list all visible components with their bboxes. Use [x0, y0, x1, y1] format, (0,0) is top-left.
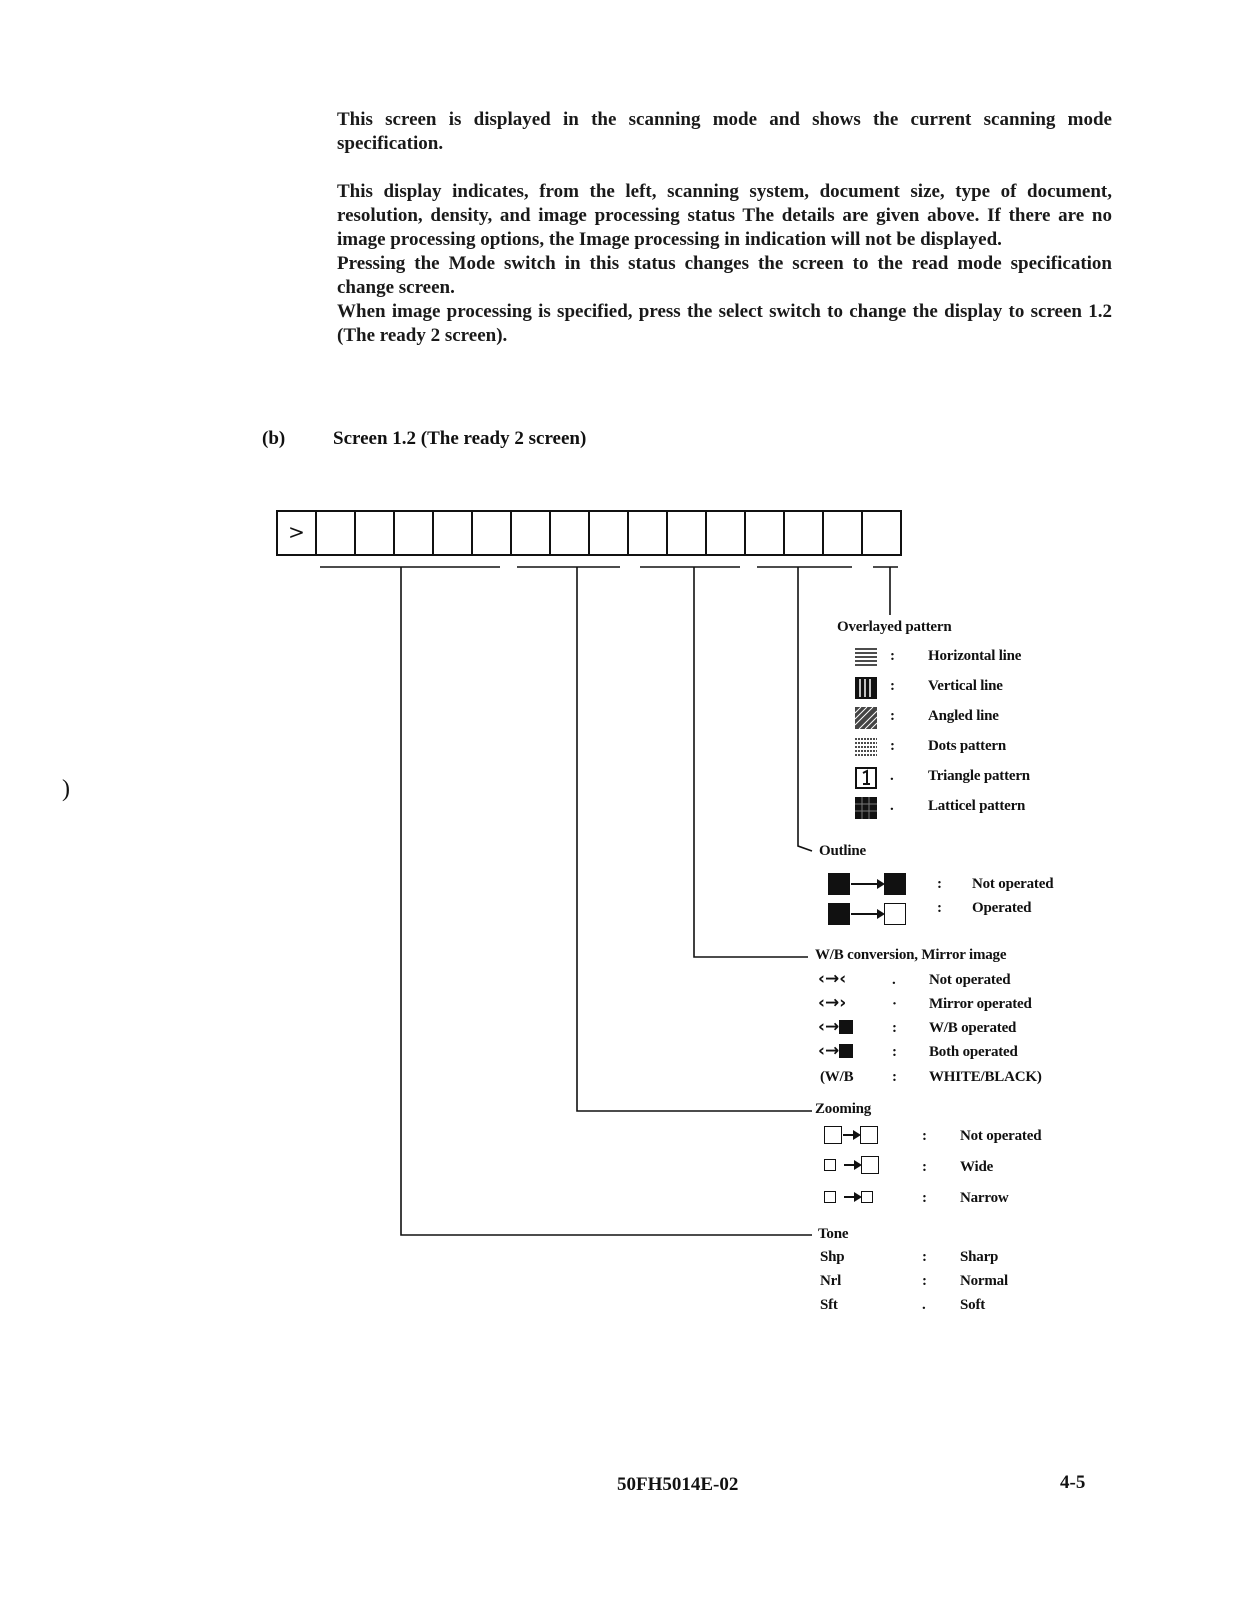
page-number: 4-5 [1060, 1472, 1086, 1493]
horizontal-line-pattern-icon [855, 647, 877, 669]
overlayed-label-0: Horizontal line [928, 648, 1022, 664]
arrow-right-icon [851, 913, 883, 915]
outline-label-1: Operated [972, 900, 1032, 916]
mode-switch-text: Pressing the Mode switch in this status changes the screen to the read mode specification change screen. [337, 253, 1112, 298]
arrow-right-icon [844, 1196, 860, 1198]
zooming-label-0: Not operated [960, 1128, 1042, 1144]
filled-square-icon [839, 1044, 853, 1058]
tone-label-1: Normal [960, 1273, 1008, 1289]
wb-title: W/B conversion, Mirror image [815, 947, 1007, 963]
tone-sep-2: . [922, 1297, 926, 1313]
outline-sep-0: : [937, 876, 942, 892]
filled-square-icon [828, 903, 850, 925]
wb-note-key: (W/B [820, 1069, 854, 1085]
tone-code-0: Shp [820, 1249, 845, 1265]
square-icon [860, 1126, 878, 1144]
latticed-pattern-icon [855, 797, 877, 819]
overlayed-sep-3: : [890, 738, 895, 754]
section-title: Screen 1.2 (The ready 2 screen) [333, 428, 587, 449]
arrow-right-icon [843, 1134, 859, 1136]
square-icon [824, 1126, 842, 1144]
overlayed-label-2: Angled line [928, 708, 999, 724]
arrow-right-icon [851, 883, 883, 885]
overlayed-label-1: Vertical line [928, 678, 1003, 694]
overlayed-sep-5: . [890, 798, 894, 814]
empty-square-icon [884, 903, 906, 925]
lcd-cell: > [278, 512, 317, 554]
wb-symbol-3: ‹→ [818, 1041, 853, 1061]
zoom-symbol-0 [824, 1125, 878, 1145]
details-text: This display indicates, from the left, scanning system, document size, type of document, resolution, density, and image processing status The details are given above. If there are no image processing options, the Image processing in indication will not be displayed. [337, 181, 1112, 250]
wb-sep-1: · [892, 996, 898, 1012]
wb-label-3: Both operated [929, 1044, 1018, 1060]
tone-code-2: Sft [820, 1297, 838, 1313]
tone-leader [401, 567, 812, 1235]
triangle-pattern-icon [855, 767, 877, 789]
arrow-right-icon [844, 1164, 860, 1166]
tone-sep-1: : [922, 1273, 927, 1289]
zoom-symbol-2 [824, 1187, 873, 1207]
zooming-label-2: Narrow [960, 1190, 1009, 1206]
document-code: 50FH5014E-02 [617, 1474, 739, 1495]
overlayed-sep-2: : [890, 708, 895, 724]
angled-line-pattern-icon [855, 707, 877, 729]
vertical-line-pattern-icon [855, 677, 877, 699]
select-switch-text: When image processing is specified, press the select switch to change the display to screen 1.2 (The ready 2 screen). [337, 301, 1112, 346]
tone-code-1: Nrl [820, 1273, 842, 1289]
overlayed-sep-4: . [890, 768, 894, 784]
wb-leader [694, 567, 808, 957]
filled-square-icon [839, 1020, 853, 1034]
overlayed-label-3: Dots pattern [928, 738, 1007, 754]
tone-title: Tone [818, 1226, 849, 1242]
small-square-icon [824, 1191, 836, 1203]
filled-square-icon [828, 873, 850, 895]
outline-sep-1: : [937, 900, 942, 916]
overlayed-label-5: Latticel pattern [928, 798, 1026, 814]
wb-note-sep: : [892, 1069, 897, 1085]
outline-title: Outline [819, 843, 866, 859]
tone-sep-0: : [922, 1249, 927, 1265]
overlayed-label-4: Triangle pattern [928, 768, 1030, 784]
wb-label-2: W/B operated [929, 1020, 1017, 1036]
wb-sep-3: : [892, 1044, 897, 1060]
wb-sep-0: . [892, 972, 896, 988]
zooming-sep-1: : [922, 1159, 927, 1175]
zooming-sep-2: : [922, 1190, 927, 1206]
overlayed-sep-0: : [890, 648, 895, 664]
outline-leader [798, 567, 812, 851]
outline-not-operated-symbol [828, 873, 906, 895]
zooming-label-1: Wide [960, 1159, 994, 1175]
intro-text: This screen is displayed in the scanning mode and shows the current scanning mode specification. [337, 109, 1112, 154]
dots-pattern-icon [855, 737, 877, 759]
zooming-title: Zooming [815, 1101, 872, 1117]
tone-label-0: Sharp [960, 1249, 999, 1265]
tone-label-2: Soft [960, 1297, 986, 1313]
section-marker: (b) [262, 428, 286, 449]
wb-note-value: WHITE/BLACK) [929, 1069, 1042, 1085]
wb-symbol-1: ‹→› [818, 993, 847, 1013]
wb-symbol-2: ‹→ [818, 1017, 853, 1037]
wb-sep-2: : [892, 1020, 897, 1036]
zoom-symbol-1 [824, 1155, 879, 1175]
wb-label-1: Mirror operated [929, 996, 1032, 1012]
small-square-icon [824, 1159, 836, 1171]
wb-label-0: Not operated [929, 972, 1011, 988]
overlayed-sep-1: : [890, 678, 895, 694]
outline-label-0: Not operated [972, 876, 1054, 892]
filled-square-icon [884, 873, 906, 895]
square-icon [861, 1156, 879, 1174]
wb-symbol-0: ‹→‹ [818, 969, 847, 989]
zooming-sep-0: : [922, 1128, 927, 1144]
outline-operated-symbol [828, 903, 906, 925]
small-square-icon [861, 1191, 873, 1203]
margin-mark: ) [62, 776, 70, 802]
overlayed-pattern-title: Overlayed pattern [837, 619, 952, 635]
